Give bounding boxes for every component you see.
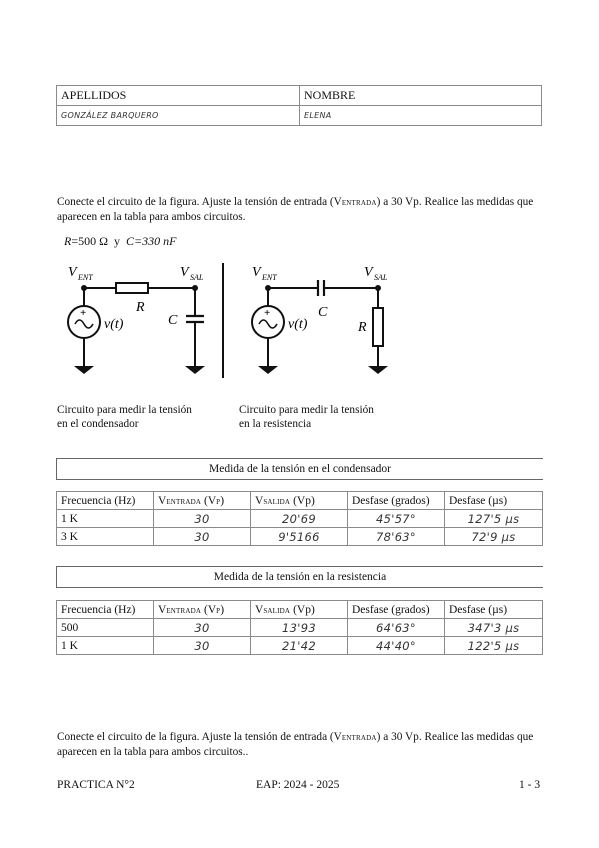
- cell-vin: 30: [154, 510, 251, 528]
- caption-right-line1: Circuito para medir la tensión: [239, 404, 374, 416]
- svg-text:+: +: [80, 307, 87, 319]
- cell-vout: 20'69: [251, 510, 348, 528]
- component-values: [64, 234, 176, 249]
- table-row: [57, 637, 543, 655]
- surname-label: APELLIDOS: [57, 86, 300, 106]
- ground-icon: [74, 366, 94, 374]
- intro-text-a: Conecte el circuito de la figura. Ajuste la tensión de entrada (V: [57, 196, 342, 208]
- table-row: [57, 510, 543, 528]
- caption-left: [57, 403, 192, 431]
- header-phase-us: Desfase (µs): [445, 601, 543, 619]
- c-value: =330 nF: [134, 234, 177, 248]
- intro-paragraph: [57, 195, 547, 224]
- resistor-measurements-table: [56, 600, 543, 655]
- outro-paragraph: [57, 730, 547, 759]
- cell-vin: 30: [154, 528, 251, 546]
- header-vin: VENTRADA (VP): [154, 601, 251, 619]
- circuit-diagrams: [56, 258, 406, 383]
- table-row: [57, 619, 543, 637]
- v-ent-sub-right: ENT: [262, 273, 277, 282]
- cell-vin: 30: [154, 637, 251, 655]
- v-sal-label-left: V: [180, 265, 189, 280]
- header-frequency: Frecuencia (Hz): [57, 492, 154, 510]
- footer-center: EAP: 2024 - 2025: [256, 779, 340, 791]
- outro-text-a: Conecte el circuito de la figura. Ajuste la tensión de entrada (V: [57, 731, 342, 743]
- c-symbol: C: [126, 234, 135, 248]
- cell-vout: 13'93: [251, 619, 348, 637]
- header-vout: VSALIDA (Vp): [251, 601, 348, 619]
- v-sal-sub-left: SAL: [190, 273, 204, 282]
- cell-phase-us: 347'3 µs: [445, 619, 543, 637]
- cell-frequency: 3 K: [57, 528, 154, 546]
- header-vout: VSALIDA (Vp): [251, 492, 348, 510]
- cell-phase-degrees: 45'57°: [348, 510, 445, 528]
- source-label-left: v(t): [104, 317, 124, 332]
- footer-page-number: 1 - 3: [519, 779, 541, 791]
- r-value: =500 Ω: [71, 234, 109, 248]
- outro-subscript: ENTRADA: [341, 734, 377, 742]
- resistor-symbol: [116, 283, 148, 293]
- v-ent-label-right: V: [252, 265, 261, 280]
- cell-phase-us: 72'9 µs: [445, 528, 543, 546]
- source-label-right: v(t): [288, 317, 308, 332]
- cell-vout: 9'5166: [251, 528, 348, 546]
- cell-vin: 30: [154, 619, 251, 637]
- table-header-row: [57, 492, 543, 510]
- caption-right-line2: en la resistencia: [239, 418, 312, 430]
- circuit-resistor: [252, 265, 388, 374]
- v-sal-sub-right: SAL: [374, 273, 388, 282]
- surname-value: GONZÁLEZ BARQUERO: [57, 106, 300, 126]
- connector-word: y: [114, 234, 121, 248]
- resistor-symbol: [373, 308, 383, 346]
- caption-left-line2: en el condensador: [57, 418, 139, 430]
- name-label: NOMBRE: [300, 86, 542, 106]
- ground-icon: [368, 366, 388, 374]
- intro-text-b: ) a 30 Vp. Realice las medidas que aparecen en la tabla para ambos circuitos.: [57, 196, 534, 223]
- v-ent-sub-left: ENT: [78, 273, 93, 282]
- cell-frequency: 500: [57, 619, 154, 637]
- r-symbol: R: [64, 234, 72, 248]
- v-ent-label-left: V: [68, 265, 77, 280]
- caption-left-line1: Circuito para medir la tensión: [57, 404, 192, 416]
- table-header-row: [57, 601, 543, 619]
- c-label-right: C: [318, 305, 328, 320]
- cell-phase-us: 127'5 µs: [445, 510, 543, 528]
- svg-text:+: +: [264, 307, 271, 319]
- ground-icon: [185, 366, 205, 374]
- header-vin: VENTRADA (VP): [154, 492, 251, 510]
- cell-frequency: 1 K: [57, 510, 154, 528]
- intro-subscript: ENTRADA: [341, 199, 377, 207]
- header-phase-degrees: Desfase (grados): [348, 492, 445, 510]
- header-phase-us: Desfase (µs): [445, 492, 543, 510]
- outro-text-b: ) a 30 Vp. Realice las medidas que aparecen en la tabla para ambos circuitos..: [57, 731, 534, 758]
- c-label-left: C: [168, 313, 178, 328]
- student-info-table: [56, 85, 542, 126]
- header-phase-degrees: Desfase (grados): [348, 601, 445, 619]
- cell-phase-degrees: 78'63°: [348, 528, 445, 546]
- footer-left: PRACTICA N°2: [57, 779, 135, 791]
- ground-icon: [258, 366, 278, 374]
- header-frequency: Frecuencia (Hz): [57, 601, 154, 619]
- cell-phase-degrees: 64'63°: [348, 619, 445, 637]
- cell-phase-degrees: 44'40°: [348, 637, 445, 655]
- cell-vout: 21'42: [251, 637, 348, 655]
- circuit-capacitor: [68, 265, 205, 374]
- r-label-left: R: [136, 300, 145, 315]
- name-value: ELENA: [300, 106, 542, 126]
- caption-right: [239, 403, 374, 431]
- table1-title: Medida de la tensión en el condensador: [56, 458, 543, 480]
- table2-title: Medida de la tensión en la resistencia: [56, 566, 543, 588]
- cell-phase-us: 122'5 µs: [445, 637, 543, 655]
- capacitor-measurements-table: [56, 491, 543, 546]
- v-sal-label-right: V: [364, 265, 373, 280]
- r-label-right: R: [358, 320, 367, 335]
- table-row: [57, 528, 543, 546]
- cell-frequency: 1 K: [57, 637, 154, 655]
